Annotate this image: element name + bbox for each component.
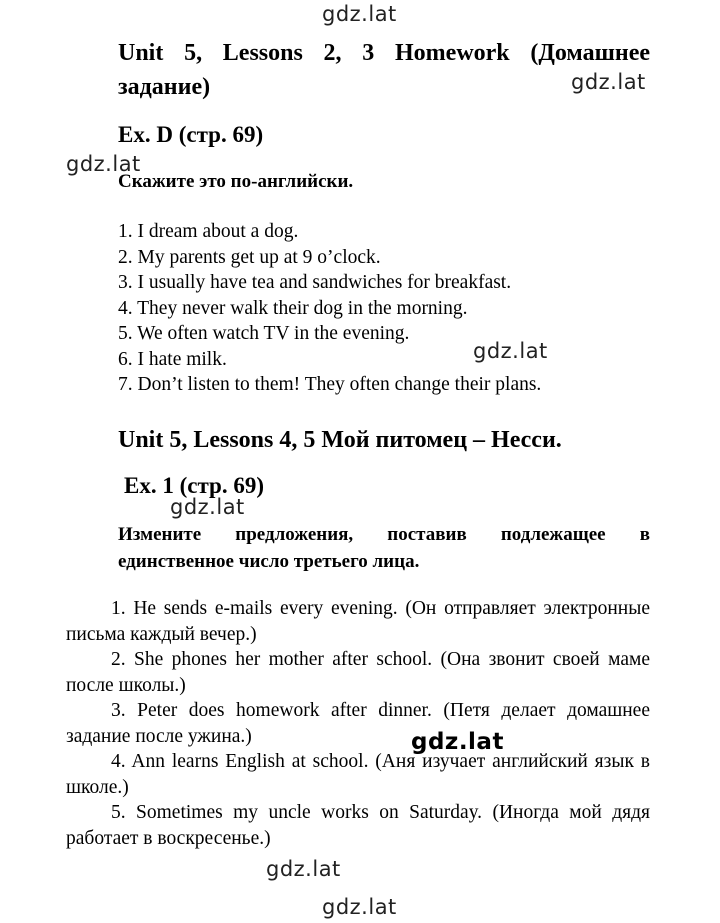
list-item: 7. Don’t listen to them! They often change their plans. (118, 374, 542, 395)
watermark: gdz.lat (473, 339, 548, 363)
list-item: 5. We often watch TV in the evening. (118, 323, 410, 344)
watermark: gdz.lat (411, 729, 504, 755)
list-item: 6. I hate milk. (118, 348, 227, 370)
section1-list (118, 219, 541, 398)
list-item: 5. Sometimes my uncle works on Saturday. (Иногда мой дядя работает в воскресенье.) (66, 802, 650, 849)
list-item: 1. I dream about a dog. (118, 221, 299, 242)
list-item: 2. My parents get up at 9 o’clock. (118, 246, 381, 268)
section1-heading: Unit 5, Lessons 2, 3 Homework (Домашнее задание) (118, 40, 650, 100)
section2-list (66, 596, 650, 851)
watermark: gdz.lat (322, 2, 397, 26)
list-item: 3. I usually have tea and sandwiches for breakfast. (118, 272, 512, 293)
list-item: 4. Ann learns English at school. (Аня изучает английский язык в школе.) (66, 751, 650, 798)
watermark: gdz.lat (170, 495, 245, 519)
list-item: 4. They never walk their dog in the morning. (118, 297, 468, 319)
section2-instruction: Измените предложения, поставив подлежащее в единственное число третьего лица. (118, 524, 650, 572)
list-item: 1. He sends e-mails every evening. (Он отправляет электронные письма каждый вечер.) (66, 598, 650, 645)
watermark: gdz.lat (571, 70, 646, 94)
section2-exercise-title: Ex. 1 (стр. 69) (124, 473, 264, 498)
section2-heading: Unit 5, Lessons 4, 5 Мой питомец – Несси. (118, 427, 562, 453)
watermark: gdz.lat (266, 857, 341, 881)
list-item: 3. Peter does homework after dinner. (Петя делает домашнее задание после ужина.) (66, 700, 650, 747)
list-item: 2. She phones her mother after school. (Она звонит своей маме после школы.) (66, 649, 650, 696)
watermark: gdz.lat (322, 895, 397, 919)
section1-exercise-title: Ex. D (стр. 69) (118, 122, 264, 147)
watermark: gdz.lat (66, 152, 141, 176)
section1-instruction: Скажите это по-английски. (118, 171, 354, 192)
